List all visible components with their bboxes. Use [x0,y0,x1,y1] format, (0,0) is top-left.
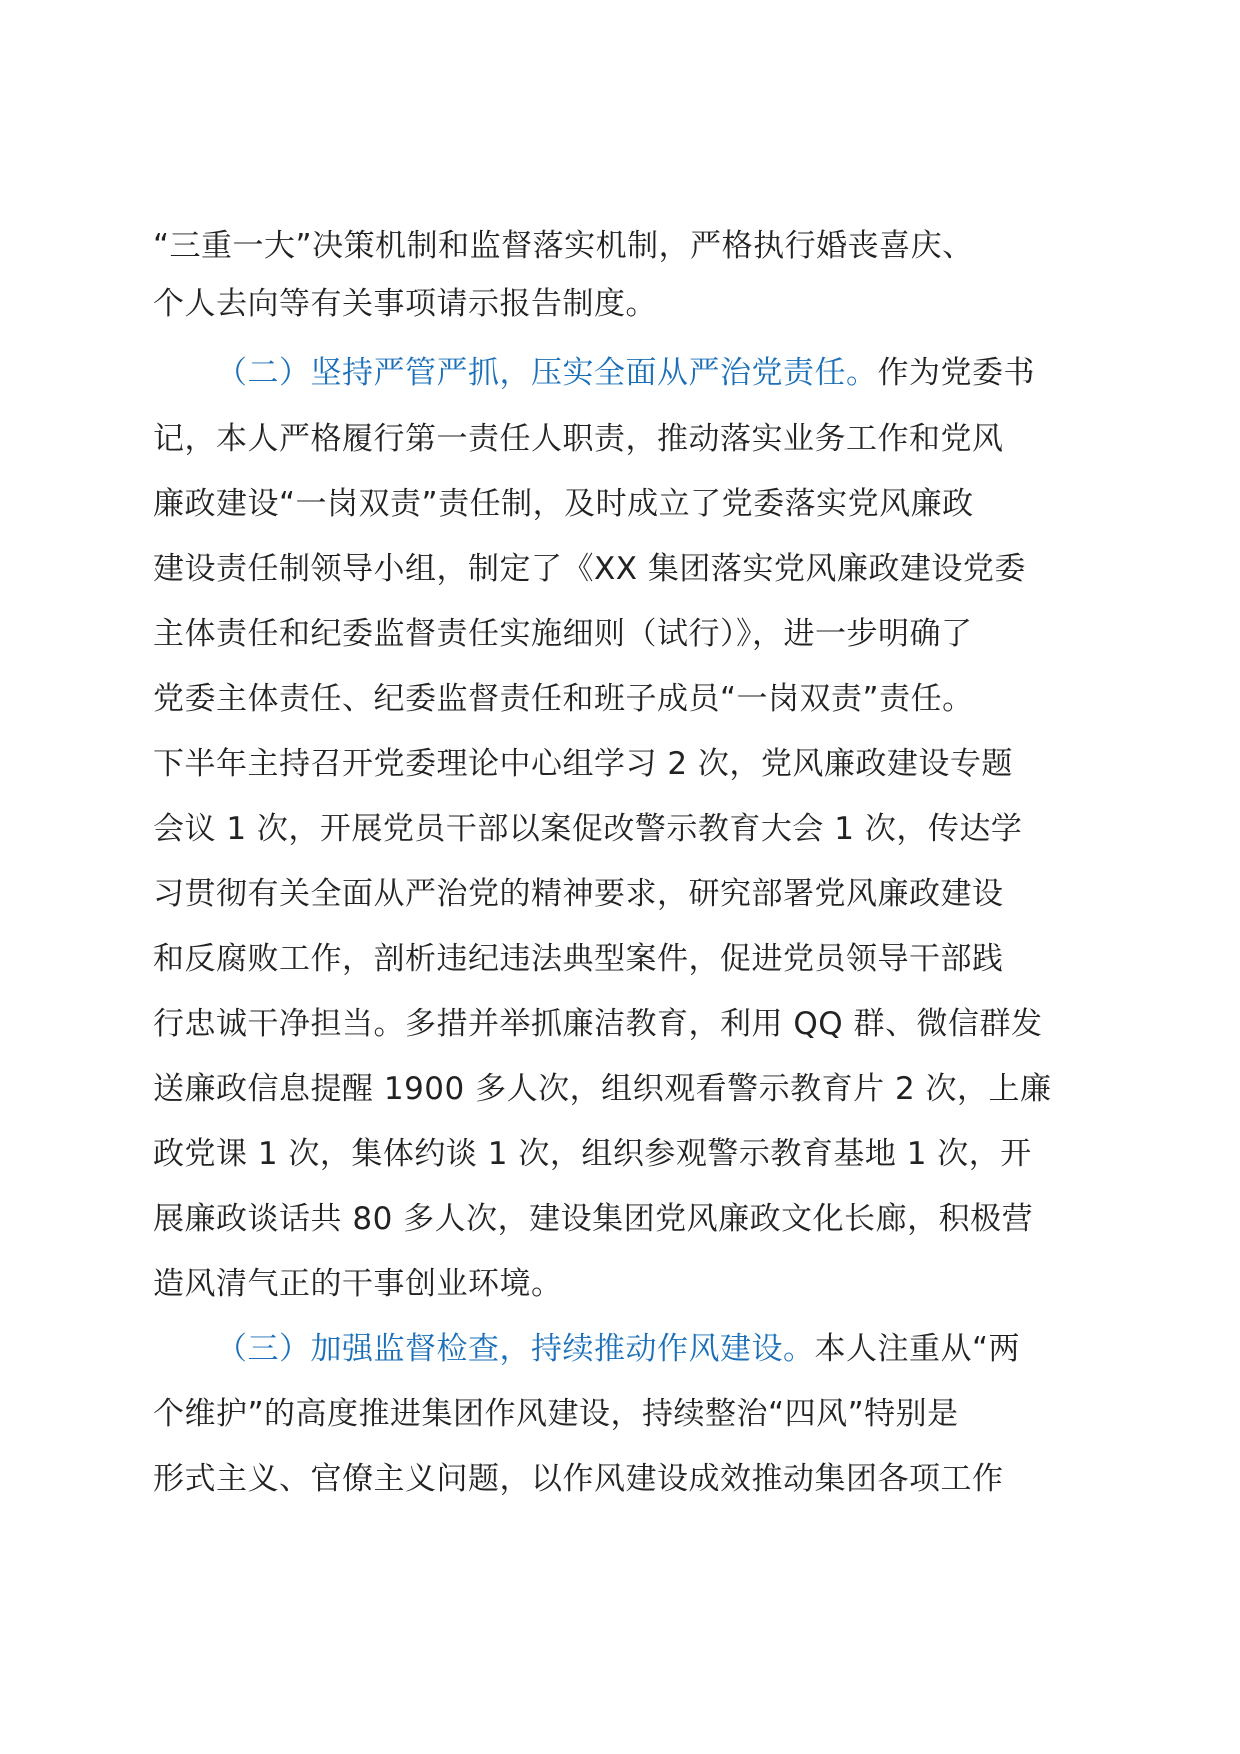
text-line: 记，本人严格履行第一责任人职责，推动落实业务工作和党风 [153,421,1004,457]
section-heading: （二）坚持严管严抓，压实全面从严治党责任。 [216,355,878,391]
text-line: 和反腐败工作，剖析违纪违法典型案件，促进党员领导干部践 [153,941,1004,977]
section-heading-line: （三）加强监督检查，持续推动作风建设。本人注重从“两 [216,1331,1021,1367]
text-line: 形式主义、官僚主义问题，以作风建设成效推动集团各项工作 [153,1461,1004,1497]
text-line: “三重一大”决策机制和监督落实机制，严格执行婚丧喜庆、 [153,228,974,264]
text-line: 习贯彻有关全面从严治党的精神要求，研究部署党风廉政建设 [153,876,1004,912]
text-line: 党委主体责任、纪委监督责任和班子成员“一岗双责”责任。 [153,681,974,717]
text-line: 主体责任和纪委监督责任实施细则（试行）》，进一步明确了 [153,616,973,652]
text-line: 政党课 1 次，集体约谈 1 次，组织参观警示教育基地 1 次，开 [153,1136,1032,1172]
text-line: 行忠诚干净担当。多措并举抓廉洁教育，利用 QQ 群、微信群发 [153,1006,1043,1042]
text-line: 建设责任制领导小组，制定了《XX 集团落实党风廉政建设党委 [153,551,1026,587]
text-line: 会议 1 次，开展党员干部以案促改警示教育大会 1 次，传达学 [153,811,1023,847]
section-heading: （三）加强监督检查，持续推动作风建设。 [216,1331,815,1367]
text-line: 送廉政信息提醒 1900 多人次，组织观看警示教育片 2 次，上廉 [153,1071,1052,1107]
section-heading-line: （二）坚持严管严抓，压实全面从严治党责任。作为党委书 [216,355,1035,391]
text-line: 个维护”的高度推进集团作风建设，持续整治“四风”特别是 [153,1396,959,1432]
text-line: 廉政建设“一岗双责”责任制，及时成立了党委落实党风廉政 [153,486,974,522]
text-line: 下半年主持召开党委理论中心组学习 2 次，党风廉政建设专题 [153,746,1013,782]
text-line: 展廉政谈话共 80 多人次，建设集团党风廉政文化长廊，积极营 [153,1201,1034,1237]
text-line: 造风清气正的干事创业环境。 [153,1266,563,1302]
text-line: 个人去向等有关事项请示报告制度。 [153,286,657,322]
